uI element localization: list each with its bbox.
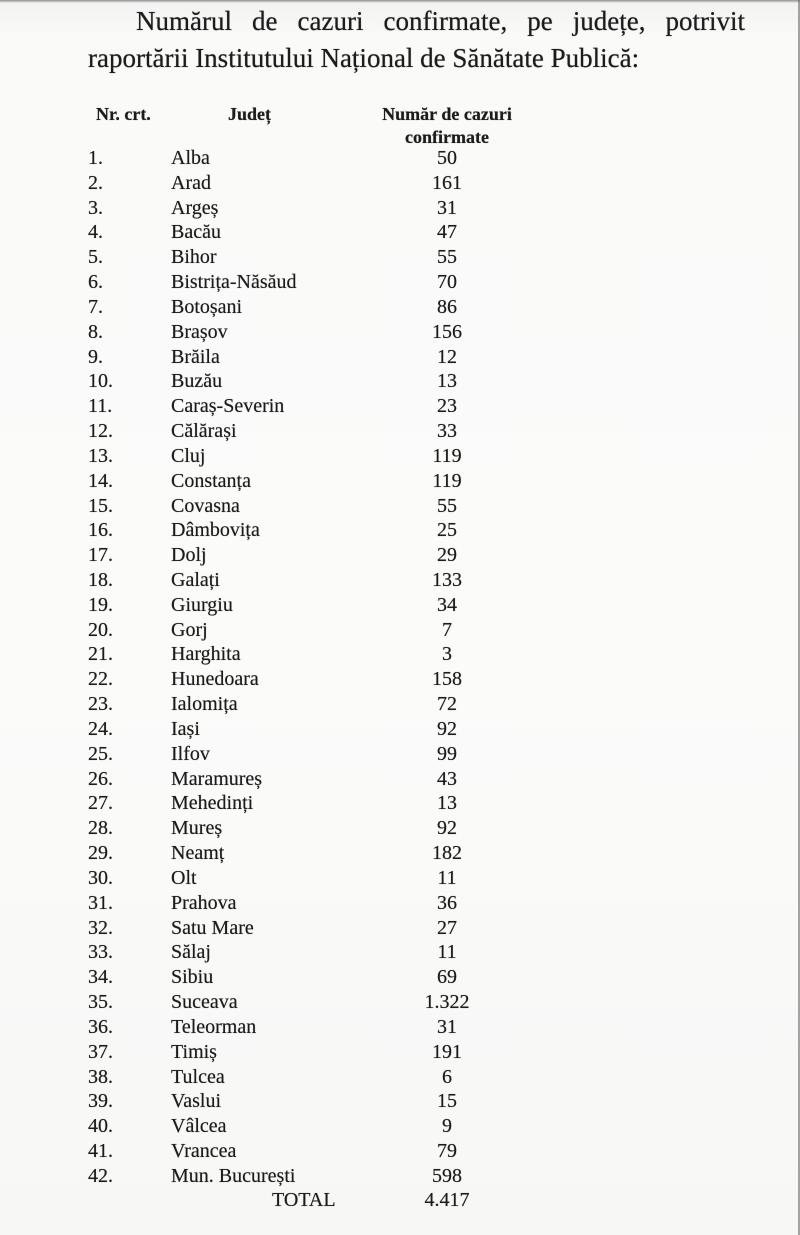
table-row — [0, 394, 800, 419]
table-row — [0, 146, 800, 171]
title-line-1: Numărul de cazuri confirmate, pe județe, potrivit — [136, 6, 745, 36]
row-cases-value: 11 — [437, 941, 457, 964]
row-number: 17. — [88, 544, 113, 567]
row-county: Iași — [171, 717, 200, 740]
row-cases-value: 92 — [437, 717, 457, 740]
row-county: Călărași — [171, 420, 237, 443]
row-county: Botoșani — [171, 295, 243, 318]
row-cases-value: 119 — [432, 444, 462, 467]
row-county: Bihor — [171, 246, 217, 269]
row-number: 37. — [88, 1040, 113, 1063]
row-number: 38. — [88, 1065, 113, 1088]
row-number: 12. — [88, 420, 113, 443]
row-number: 3. — [88, 196, 103, 219]
table-row — [0, 891, 800, 916]
row-cases-value: 86 — [437, 295, 457, 318]
row-cases-value: 25 — [437, 519, 457, 542]
row-county: Timiș — [171, 1040, 217, 1063]
row-cases-value: 15 — [437, 1090, 457, 1113]
table-row — [0, 320, 800, 345]
row-number: 27. — [88, 792, 113, 815]
row-cases-value: 182 — [432, 842, 462, 865]
row-county: Satu Mare — [171, 916, 254, 939]
row-cases-value: 79 — [437, 1140, 457, 1163]
row-county: Dâmbovița — [171, 519, 260, 542]
cases-table-rows — [0, 146, 800, 1189]
row-cases-value: 99 — [437, 742, 457, 765]
row-county: Vâlcea — [171, 1115, 227, 1138]
table-row — [0, 171, 800, 196]
table-row — [0, 345, 800, 370]
table-row — [0, 196, 800, 221]
row-number: 22. — [88, 668, 113, 691]
row-number: 8. — [88, 320, 103, 343]
table-row — [0, 419, 800, 444]
row-cases-value: 31 — [437, 196, 457, 219]
row-county: Vaslui — [171, 1090, 221, 1113]
row-county: Ialomița — [171, 693, 238, 716]
row-number: 2. — [88, 171, 103, 194]
table-row — [0, 1089, 800, 1114]
row-number: 10. — [88, 370, 113, 393]
row-number: 19. — [88, 593, 113, 616]
total-row — [0, 1188, 800, 1213]
row-cases-value: 70 — [437, 271, 457, 294]
row-cases-value: 11 — [437, 866, 457, 889]
total-value: 4.417 — [424, 1189, 470, 1211]
row-cases-value: 43 — [437, 767, 457, 790]
row-number: 42. — [88, 1164, 113, 1187]
row-number: 7. — [88, 295, 103, 318]
row-cases-value: 12 — [437, 345, 457, 368]
row-cases-value: 133 — [432, 568, 462, 591]
header-judet: Județ — [228, 104, 272, 124]
row-county: Bacău — [171, 221, 221, 244]
row-county: Brașov — [171, 320, 228, 343]
table-row — [0, 965, 800, 990]
row-cases-value: 72 — [437, 693, 457, 716]
row-cases-value: 31 — [437, 1015, 457, 1038]
table-row — [0, 543, 800, 568]
row-county: Mehedinți — [171, 792, 254, 815]
table-row — [0, 1139, 800, 1164]
total-label: TOTAL — [272, 1189, 336, 1211]
table-row — [0, 245, 800, 270]
row-number: 40. — [88, 1115, 113, 1138]
header-numar-cazuri-line1: Număr de cazuri — [382, 104, 512, 124]
row-cases-value: 161 — [432, 171, 462, 194]
row-county: Sibiu — [171, 966, 214, 989]
table-row — [0, 444, 800, 469]
row-number: 35. — [88, 991, 113, 1014]
row-cases-value: 6 — [442, 1065, 452, 1088]
table-row — [0, 916, 800, 941]
row-cases-value: 92 — [437, 817, 457, 840]
table-row — [0, 220, 800, 245]
row-number: 23. — [88, 693, 113, 716]
row-county: Hunedoara — [171, 668, 259, 691]
table-row — [0, 593, 800, 618]
table-row — [0, 270, 800, 295]
table-row — [0, 717, 800, 742]
row-number: 20. — [88, 618, 113, 641]
row-cases-value: 13 — [437, 792, 457, 815]
row-cases-value: 29 — [437, 544, 457, 567]
table-row — [0, 295, 800, 320]
table-row — [0, 692, 800, 717]
row-cases-value: 69 — [437, 966, 457, 989]
header-numar-cazuri — [343, 103, 551, 149]
row-county: Cluj — [171, 444, 206, 467]
row-cases-value: 7 — [442, 618, 452, 641]
row-cases-value: 55 — [437, 494, 457, 517]
table-row — [0, 742, 800, 767]
row-number: 9. — [88, 345, 103, 368]
row-county: Bistrița-Năsăud — [171, 271, 297, 294]
header-numar-cazuri-line2: confirmate — [405, 127, 489, 147]
header-nr-crt: Nr. crt. — [96, 104, 151, 124]
table-row — [0, 494, 800, 519]
row-number: 41. — [88, 1140, 113, 1163]
row-number: 18. — [88, 568, 113, 591]
row-county: Tulcea — [171, 1065, 225, 1088]
table-row — [0, 941, 800, 966]
row-cases-value: 50 — [437, 146, 457, 169]
title-line-2: raportării Institutului Național de Sănătate Publică: — [88, 43, 640, 73]
row-county: Galați — [171, 568, 220, 591]
row-number: 16. — [88, 519, 113, 542]
table-row — [0, 643, 800, 668]
row-county: Mun. București — [171, 1164, 296, 1187]
row-cases-value: 47 — [437, 221, 457, 244]
table-row — [0, 568, 800, 593]
row-number: 29. — [88, 842, 113, 865]
table-row — [0, 841, 800, 866]
table-row — [0, 866, 800, 891]
row-cases-value: 1.322 — [424, 991, 470, 1014]
table-row — [0, 1114, 800, 1139]
row-county: Caraș-Severin — [171, 395, 285, 418]
row-number: 39. — [88, 1090, 113, 1113]
table-row — [0, 767, 800, 792]
row-county: Maramureș — [171, 767, 263, 790]
row-cases-value: 27 — [437, 916, 457, 939]
row-number: 11. — [88, 395, 113, 418]
row-number: 30. — [88, 866, 113, 889]
table-row — [0, 1040, 800, 1065]
row-number: 13. — [88, 444, 113, 467]
row-cases-value: 33 — [437, 420, 457, 443]
table-row — [0, 618, 800, 643]
row-number: 25. — [88, 742, 113, 765]
row-cases-value: 156 — [432, 320, 462, 343]
document-title — [88, 3, 745, 77]
row-number: 5. — [88, 246, 103, 269]
row-cases-value: 36 — [437, 891, 457, 914]
row-county: Prahova — [171, 891, 237, 914]
row-county: Olt — [171, 866, 197, 889]
row-cases-value: 598 — [432, 1164, 462, 1187]
row-number: 32. — [88, 916, 113, 939]
row-cases-value: 34 — [437, 593, 457, 616]
row-number: 34. — [88, 966, 113, 989]
row-cases-value: 9 — [442, 1115, 452, 1138]
row-county: Gorj — [171, 618, 208, 641]
table-row — [0, 369, 800, 394]
row-county: Buzău — [171, 370, 223, 393]
row-county: Teleorman — [171, 1015, 257, 1038]
row-number: 1. — [88, 146, 103, 169]
row-county: Brăila — [171, 345, 220, 368]
table-row — [0, 667, 800, 692]
table-row — [0, 518, 800, 543]
row-cases-value: 55 — [437, 246, 457, 269]
row-county: Alba — [171, 146, 210, 169]
row-cases-value: 3 — [442, 643, 452, 666]
row-number: 21. — [88, 643, 113, 666]
row-county: Vrancea — [171, 1140, 237, 1163]
row-number: 6. — [88, 271, 103, 294]
row-county: Arad — [171, 171, 211, 194]
table-row — [0, 469, 800, 494]
row-cases-value: 158 — [432, 668, 462, 691]
row-county: Constanța — [171, 469, 251, 492]
row-county: Covasna — [171, 494, 240, 517]
row-number: 33. — [88, 941, 113, 964]
row-number: 28. — [88, 817, 113, 840]
row-county: Sălaj — [171, 941, 211, 964]
row-number: 24. — [88, 717, 113, 740]
row-county: Suceava — [171, 991, 238, 1014]
row-county: Ilfov — [171, 742, 210, 765]
row-number: 36. — [88, 1015, 113, 1038]
table-row — [0, 816, 800, 841]
row-county: Mureș — [171, 817, 223, 840]
row-number: 31. — [88, 891, 113, 914]
row-cases-value: 191 — [432, 1040, 462, 1063]
row-number: 26. — [88, 767, 113, 790]
row-number: 14. — [88, 469, 113, 492]
row-number: 4. — [88, 221, 103, 244]
table-row — [0, 1164, 800, 1189]
table-row — [0, 990, 800, 1015]
row-number: 15. — [88, 494, 113, 517]
row-county: Neamț — [171, 842, 225, 865]
row-county: Dolj — [171, 544, 207, 567]
table-row — [0, 1015, 800, 1040]
row-cases-value: 13 — [437, 370, 457, 393]
table-row — [0, 792, 800, 817]
row-county: Giurgiu — [171, 593, 233, 616]
row-county: Argeș — [171, 196, 219, 219]
row-cases-value: 119 — [432, 469, 462, 492]
row-cases-value: 23 — [437, 395, 457, 418]
table-row — [0, 1065, 800, 1090]
row-county: Harghita — [171, 643, 241, 666]
